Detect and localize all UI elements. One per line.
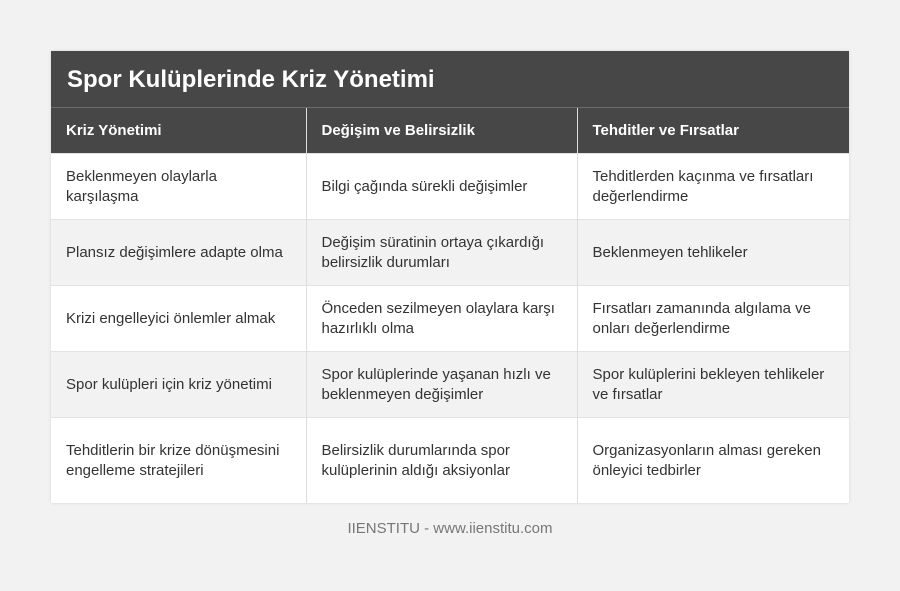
- table-cell: Tehditlerin bir krize dönüşmesini engelleme stratejileri: [51, 418, 306, 504]
- table-row: [51, 352, 849, 418]
- table-row: [51, 286, 849, 352]
- table-cell: Değişim süratinin ortaya çıkardığı belirsizlik durumları: [306, 220, 577, 286]
- data-table: [51, 108, 849, 503]
- table-cell: Beklenmeyen olaylarla karşılaşma: [51, 154, 306, 220]
- table-card: [51, 51, 849, 503]
- table-cell: Krizi engelleyici önlemler almak: [51, 286, 306, 352]
- table-row: [51, 418, 849, 504]
- table-cell: Bilgi çağında sürekli değişimler: [306, 154, 577, 220]
- table-cell: Tehditlerden kaçınma ve fırsatları değerlendirme: [577, 154, 849, 220]
- column-header: Tehditler ve Fırsatlar: [577, 108, 849, 154]
- table-cell: Spor kulüplerinde yaşanan hızlı ve beklenmeyen değişimler: [306, 352, 577, 418]
- table-cell: Belirsizlik durumlarında spor kulüplerinin aldığı aksiyonlar: [306, 418, 577, 504]
- table-cell: Plansız değişimlere adapte olma: [51, 220, 306, 286]
- table-cell: Spor kulüpleri için kriz yönetimi: [51, 352, 306, 418]
- table-title: Spor Kulüplerinde Kriz Yönetimi: [51, 51, 849, 108]
- column-header: Kriz Yönetimi: [51, 108, 306, 154]
- table-cell: Önceden sezilmeyen olaylara karşı hazırlıklı olma: [306, 286, 577, 352]
- header-row: [51, 108, 849, 154]
- table-cell: Fırsatları zamanında algılama ve onları değerlendirme: [577, 286, 849, 352]
- footer-credit: IIENSTITU - www.iienstitu.com: [347, 520, 553, 537]
- table-row: [51, 154, 849, 220]
- column-header: Değişim ve Belirsizlik: [306, 108, 577, 154]
- table-row: [51, 220, 849, 286]
- table-cell: Beklenmeyen tehlikeler: [577, 220, 849, 286]
- table-cell: Spor kulüplerini bekleyen tehlikeler ve fırsatlar: [577, 352, 849, 418]
- table-cell: Organizasyonların alması gereken önleyici tedbirler: [577, 418, 849, 504]
